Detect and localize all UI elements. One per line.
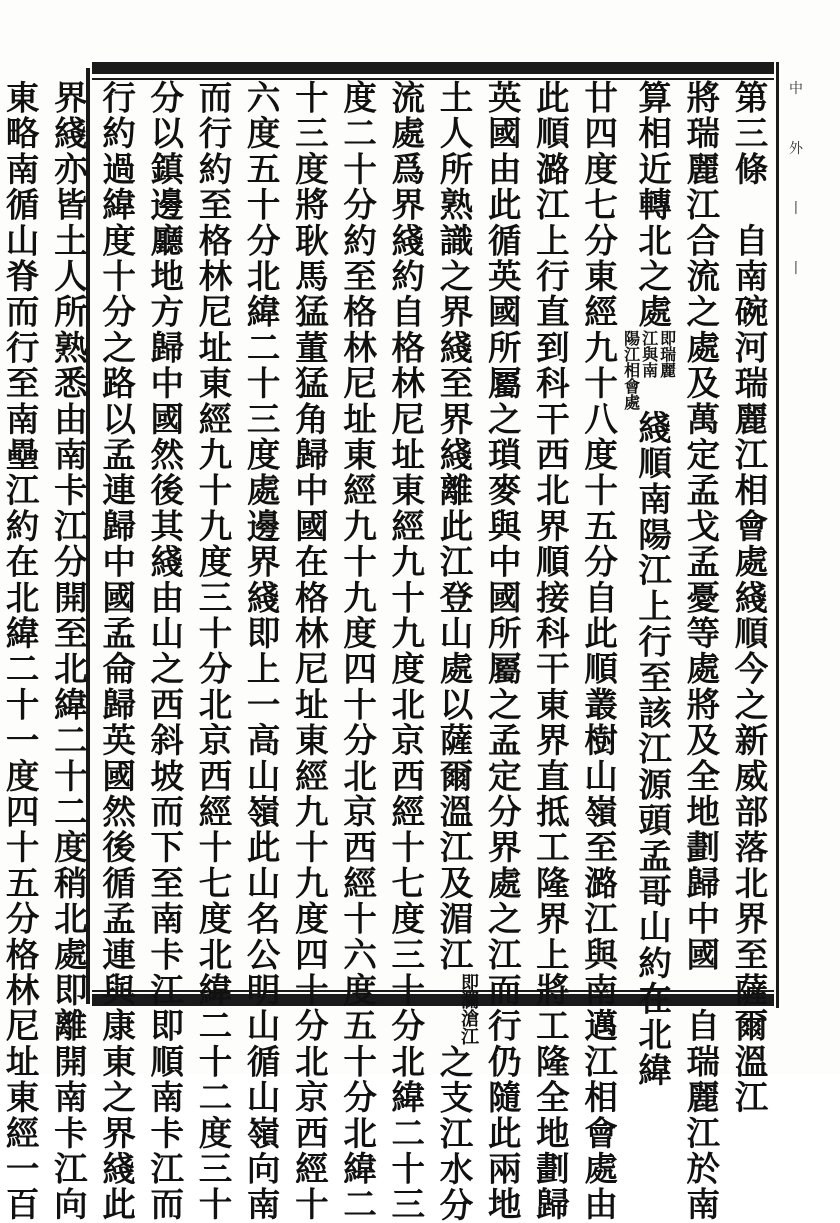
column-text: 東略南循山脊而行至南壘江約在北緯二十一度四十五分格林尼址東經一百: [0, 80, 39, 1222]
fold-mark: 外: [789, 142, 803, 156]
fold-mark: 丨: [789, 262, 803, 276]
column-text: 第三條 自南碗河瑞麗江相會處綫順今之新威部落北界至薩爾溫江: [729, 80, 768, 1115]
column-text: 廿四度七分東經九十八度十五分自此順叢樹山嶺至潞江與南邁江相會處由: [579, 80, 618, 1222]
top-border: [92, 62, 774, 74]
text-column-13: [140, 80, 188, 990]
column-text: 算相近轉北之處: [633, 80, 672, 330]
fold-mark: 丨: [789, 202, 803, 216]
column-text: 綫順南陽江上行至該江源頭孟哥山約在北緯: [633, 410, 672, 1088]
column-text: 英國由此循英國所屬之瑣麥與中國所屬之孟定分界處之江而行仍隨此兩地: [482, 80, 521, 1222]
column-text: 此順潞江上行直到科干西北界順接科干東界直抵工隆界上將工隆全地劃歸: [530, 80, 569, 1222]
text-column-12: [188, 80, 236, 990]
treaty-text: [96, 80, 772, 990]
column-text: 度二十分約至格林尼址東經九十九度四十分北京西經十六度五十分北緯二: [338, 80, 377, 1222]
column-text: 之支江水分: [434, 1045, 473, 1223]
text-column-14: [91, 80, 139, 990]
text-column-16: [0, 80, 43, 990]
column-text: 將瑞麗江合流之處及萬定孟戈孟憂等處將及全地劃歸中國 自瑞麗江於南: [681, 80, 720, 1222]
column-text: 六度五十分北緯二十三度處邊界綫即上一高山嶺此山名公明山循山嶺向南: [241, 80, 280, 1222]
text-column-4: [573, 80, 621, 990]
text-column-1: [724, 80, 772, 990]
column-text: 流處爲界綫約自格林尼址東經九十九度北京西經十七度三十分北緯二十三: [386, 80, 425, 1222]
column-text: 分以鎮邊廳地方歸中國然後其綫由山之西斜坡而下至南卡江即順南卡江而: [145, 80, 184, 1222]
text-column-9: [332, 80, 380, 990]
text-column-7: [429, 80, 477, 990]
column-text: 土人所熟識之界綫至界綫離此江登山處以薩爾溫江及湄江: [434, 80, 473, 973]
fold-margin: [776, 62, 813, 1008]
interlinear-note: 即瑞麗 江與南 陽江相會處: [622, 330, 676, 410]
interlinear-note: 即瀾滄江: [459, 973, 477, 1045]
text-column-11: [236, 80, 284, 990]
column-text: 行約過緯度十分之路以孟連歸中國孟侖歸英國然後循孟連與康東之界綫此: [97, 80, 136, 1222]
text-column-10: [284, 80, 332, 990]
column-text: 而行約至格林尼址東經九十九度三十分北京西經十七度北緯二十二度三十: [193, 80, 232, 1222]
column-text: 十三度將耿馬猛董猛角歸中國在格林尼址東經九十九度四十分北京西經十: [289, 80, 328, 1222]
text-column-8: [381, 80, 429, 990]
text-column-3: [622, 80, 676, 990]
text-column-6: [477, 80, 525, 990]
text-column-15: [43, 80, 91, 990]
text-column-5: [525, 80, 573, 990]
fold-mark: 中: [789, 82, 803, 96]
text-column-2: [676, 80, 724, 990]
column-text: 界綫亦皆土人所熟悉由南卡江分開至北緯二十二度稍北處即離開南卡江向: [48, 80, 87, 1222]
